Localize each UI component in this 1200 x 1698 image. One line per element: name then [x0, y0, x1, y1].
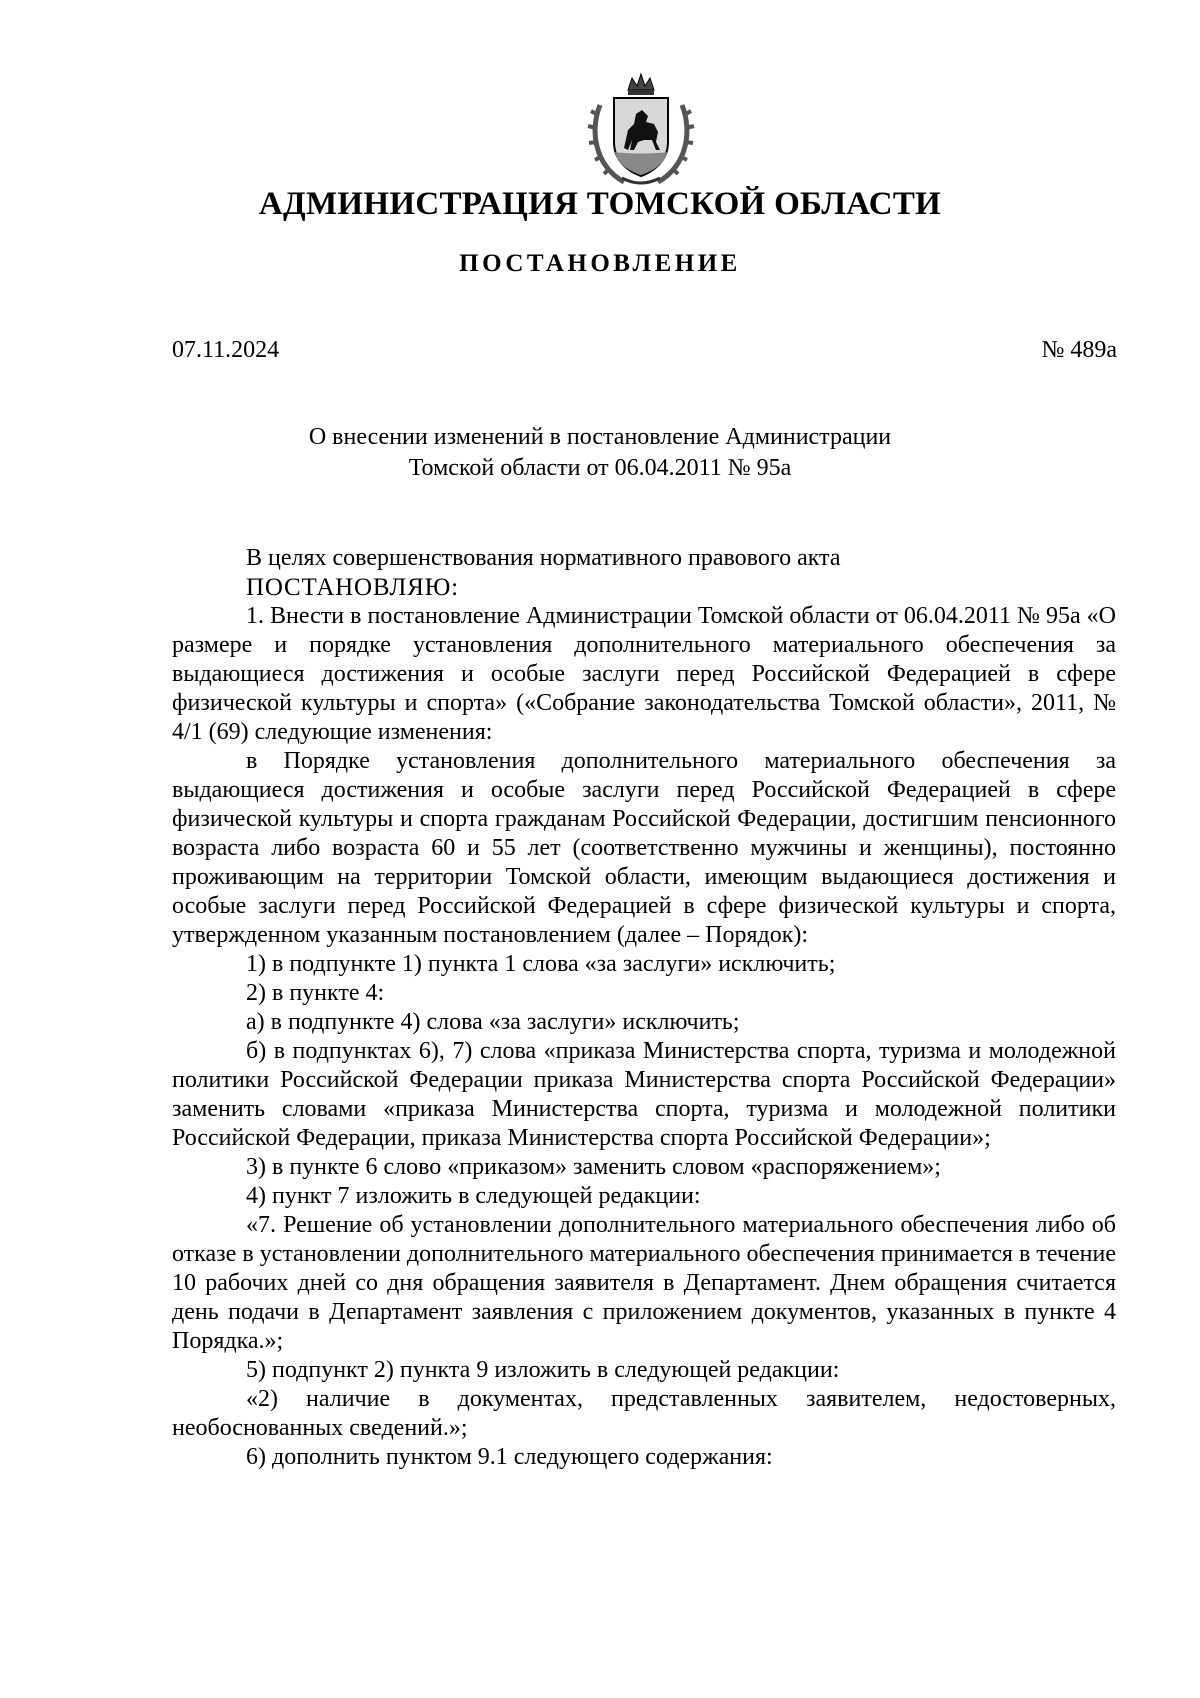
preamble-paragraph: В целях совершенствования нормативного правового акта — [246, 545, 841, 571]
organization-title: АДМИНИСТРАЦИЯ ТОМСКОЙ ОБЛАСТИ — [258, 186, 942, 222]
tomsk-region-coat-of-arms-icon — [586, 70, 696, 188]
body-paragraph: 1) в подпункте 1) пункта 1 слова «за заслуги» исключить; — [246, 951, 836, 977]
body-paragraph: «7. Решение об установлении дополнительного материального обеспечения либо об отказе в установлении дополнительного материального обеспечения принимается в течение 10 рабочих дней со дня обращения заявителя в Департамент. Днем обращения считается день подачи в Департамент заявления с приложением документов, указанных в пункте 4 Порядка.»; — [172, 1212, 1116, 1354]
body-paragraph: а) в подпункте 4) слова «за заслуги» исключить; — [246, 1009, 740, 1035]
body-paragraph: 5) подпункт 2) пункта 9 изложить в следующей редакции: — [246, 1357, 840, 1383]
document-number: № 489а — [1041, 337, 1117, 363]
body-paragraph: в Порядке установления дополнительного материального обеспечения за выдающиеся достижения и особые заслуги перед Российской Федерацией в сфере физической культуры и спорта гражданам Российской Федерации, достигшим пенсионного возраста либо возраста 60 и 55 лет (соответственно мужчины и женщины), постоянно проживающим на территории Томской области, имеющим выдающиеся достижения и особые заслуги перед Российской Федерацией в сфере физической культуры и спорта, утвержденном указанным постановлением (далее – Порядок): — [172, 748, 1116, 948]
body-paragraph: б) в подпунктах 6), 7) слова «приказа Министерства спорта, туризма и молодежной политики Российской Федерации приказа Министерства спорта Российской Федерации» заменить словами «приказа Министерства спорта, туризма и молодежной политики Российской Федерации, приказа Министерства спорта Российской Федерации»; — [172, 1038, 1116, 1151]
document-date: 07.11.2024 — [172, 337, 280, 363]
body-paragraph: 3) в пункте 6 слово «приказом» заменить словом «распоряжением»; — [246, 1154, 941, 1180]
document-subject — [0, 422, 1200, 484]
body-paragraph: 2) в пункте 4: — [246, 980, 385, 1006]
subject-line: О внесении изменений в постановление Администрации — [308, 424, 892, 450]
subject-line: Томской области от 06.04.2011 № 95а — [408, 455, 792, 481]
decree-word: ПОСТАНОВЛЯЮ: — [246, 574, 459, 601]
body-paragraph: 4) пункт 7 изложить в следующей редакции: — [246, 1183, 701, 1209]
document-type-heading: ПОСТАНОВЛЕНИЕ — [459, 250, 741, 277]
body-paragraph: 1. Внести в постановление Администрации Томской области от 06.04.2011 № 95а «О размере и порядке установления дополнительного материального обеспечения за выдающиеся достижения и особые заслуги перед Российской Федерацией в сфере физической культуры и спорта» («Собрание законодательства Томской области», 2011, № 4/1 (69) следующие изменения: — [172, 603, 1116, 745]
document-body — [172, 544, 1116, 1472]
body-paragraph: 6) дополнить пунктом 9.1 следующего содержания: — [246, 1444, 773, 1470]
body-paragraph: «2) наличие в документах, представленных заявителем, недостоверных, необоснованных сведений.»; — [172, 1386, 1116, 1441]
